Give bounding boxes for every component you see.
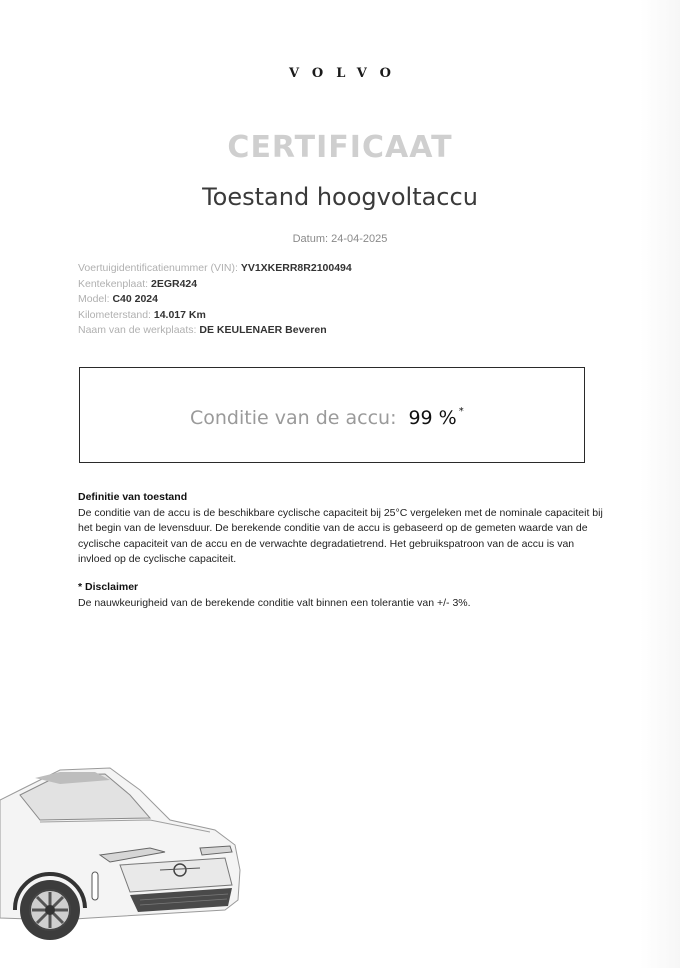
info-row-model xyxy=(78,292,578,308)
info-value: 14.017 Km xyxy=(153,308,206,321)
info-label: Kentekenplaat: xyxy=(78,277,149,290)
info-label: Model: xyxy=(78,293,110,305)
footnote-mark: * xyxy=(458,406,464,417)
info-row-mileage xyxy=(78,308,578,324)
info-row-workshop xyxy=(78,323,578,339)
info-label: Voertuigidentificatienummer (VIN): xyxy=(78,262,238,274)
brand-logo: VOLVO xyxy=(289,66,404,81)
info-row-vin xyxy=(78,261,578,277)
battery-condition-box xyxy=(79,367,585,463)
definition-heading: Definitie van toestand xyxy=(78,491,188,503)
info-row-plate xyxy=(78,277,578,293)
definition-body: De conditie van de accu is de beschikbare cyclische capaciteit bij 25°C vergeleken met de nominale capaciteit bij het begin van de levensduur. De berekende conditie van de accu is gebaseerd op de gemeten waarde van de cyclische capaciteit van de accu en de verwachte degradatietrend. Het gebruikspatroon van de accu is van invloed op de cyclische capaciteit. xyxy=(78,506,603,565)
condition-label: Conditie van de accu: xyxy=(190,407,397,429)
vehicle-info xyxy=(78,261,578,339)
condition-value: 99 % xyxy=(408,407,457,429)
info-value: YV1XKERR8R2100494 xyxy=(240,262,352,274)
definition-section xyxy=(78,490,608,568)
disclaimer-body: De nauwkeurigheid van de berekende conditie valt binnen een tolerantie van +/- 3%. xyxy=(78,596,471,609)
info-label: Naam van de werkplaats: xyxy=(78,324,197,336)
battery-condition xyxy=(190,407,464,429)
info-value: C40 2024 xyxy=(112,293,158,305)
document-subtitle: Toestand hoogvoltaccu xyxy=(202,183,478,211)
disclaimer-heading: * Disclaimer xyxy=(78,581,139,593)
info-label: Kilometerstand: xyxy=(78,308,151,321)
car-illustration xyxy=(0,760,250,940)
info-value: DE KEULENAER Beveren xyxy=(199,324,327,336)
certificate-title: CERTIFICAAT xyxy=(227,130,453,165)
disclaimer-section xyxy=(78,580,608,611)
info-value: 2EGR424 xyxy=(150,277,198,290)
document-date: Datum: 24-04-2025 xyxy=(292,233,388,245)
